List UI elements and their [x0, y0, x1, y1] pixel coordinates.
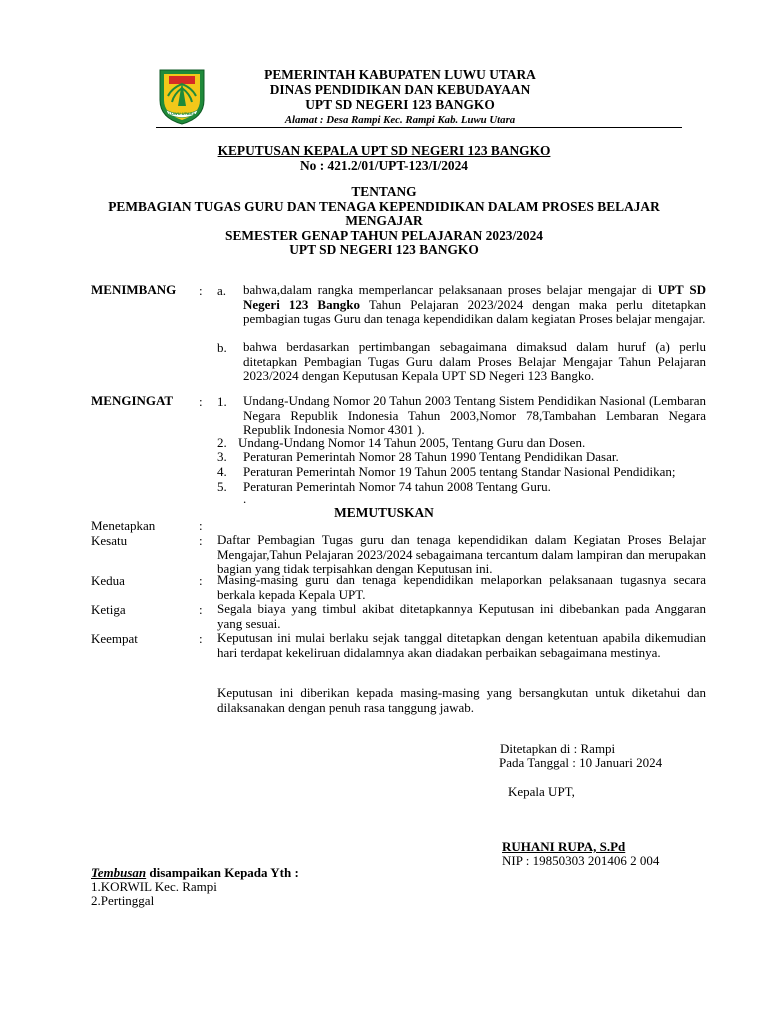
mengingat-label: MENGINGAT: [91, 393, 174, 408]
menimbang-a-text: bahwa,dalam rangka memperlancar pelaksanaan proses belajar mengajar di UPT SD Negeri 123 Bangko Tahun Pelajaran 2023/2024 dengan maka perlu ditetapkan pembagian tugas Guru dan tenaga kependidikan dalam kegiatan Proses belajar mengajar.: [243, 282, 707, 327]
mengingat-item-text: Peraturan Pemerintah Nomor 28 Tahun 1990 Tentang Pendidikan Dasar.: [243, 449, 619, 464]
kedua-colon: :: [199, 573, 203, 588]
menetapkan-label: Menetapkan: [91, 518, 156, 533]
menetapkan-colon: :: [199, 518, 203, 533]
memutuskan-heading: MEMUTUSKAN: [334, 505, 434, 520]
mengingat-item-text: Peraturan Pemerintah Nomor 19 Tahun 2005 tentang Standar Nasional Pendidikan;: [243, 464, 676, 479]
letterhead-address: Alamat : Desa Rampi Kec. Rampi Kab. Luwu Utara: [284, 114, 516, 126]
letterhead-rule: [156, 127, 682, 128]
signature-position: Kepala UPT,: [508, 784, 575, 799]
kedua-label: Kedua: [91, 573, 125, 588]
menimbang-b-text: bahwa berdasarkan pertimbangan sebagaimana dimaksud dalam huruf (a) perlu ditetapkan Pembagian Tugas Guru dalam Proses Belajar Mengajar Tahun Pelajaran 2023/2024 dengan Keputusan Kepala UPT SD Negeri 123 Bangko.: [243, 339, 706, 384]
decree-about: TENTANG: [351, 184, 417, 199]
mengingat-item-marker: 3.: [217, 449, 227, 464]
menimbang-label: MENIMBANG: [91, 282, 177, 297]
mengingat-item-marker: 5.: [217, 479, 227, 494]
mengingat-trailing-dot: .: [243, 491, 247, 506]
mengingat-item-text: Peraturan Pemerintah Nomor 74 tahun 2008 Tentang Guru.: [243, 479, 551, 494]
menimbang-b-marker: b.: [217, 340, 227, 355]
mengingat-item-text: Undang-Undang Nomor 20 Tahun 2003 Tentang Sistem Pendidikan Nasional (Lembaran Negara Republik Indonesia Tahun 2003,Nomor 78,Tambahan Lembaran Negara Republik Indonesia Nomor 4301 ).: [243, 393, 706, 438]
mengingat-item-marker: 4.: [217, 464, 227, 479]
logo-text: LUWU UTARA: [168, 111, 196, 116]
ketiga-colon: :: [199, 602, 203, 617]
mengingat-colon: :: [199, 394, 203, 409]
tembusan-item: 1.KORWIL Kec. Rampi: [91, 879, 217, 894]
signature-place: Ditetapkan di : Rampi: [500, 741, 616, 756]
decree-number: No : 421.2/01/UPT-123/I/2024: [299, 158, 468, 173]
keempat-label: Keempat: [91, 631, 138, 646]
mengingat-item-marker: 2.: [217, 435, 227, 450]
decree-subject-line1: PEMBAGIAN TUGAS GURU DAN TENAGA KEPENDIDIKAN DALAM PROSES BELAJAR: [108, 199, 660, 214]
menimbang-a-marker: a.: [217, 283, 227, 298]
letterhead-government: PEMERINTAH KABUPATEN LUWU UTARA: [264, 67, 536, 82]
mengingat-item-text: Undang-Undang Nomor 14 Tahun 2005, Tentang Guru dan Dosen.: [238, 435, 586, 450]
keempat-colon: :: [199, 631, 203, 646]
decree-subject-line3: SEMESTER GENAP TAHUN PELAJARAN 2023/2024: [225, 228, 543, 243]
kedua-text: Masing-masing guru dan tenaga kependidikan melaporkan pelaksanaan tugasnya secara berkala kepada Kepala UPT.: [217, 572, 706, 602]
tembusan-label: Tembusan: [91, 865, 147, 880]
kesatu-text: Daftar Pembagian Tugas guru dan tenaga kependidikan dalam Kegiatan Proses Belajar Mengajar,Tahun Pelajaran 2023/2024 sebagaimana tercantum dalam lampiran dan merupakan bagian yang tidak terpisahkan dengan Keputusan ini.: [217, 532, 706, 577]
letterhead-department: DINAS PENDIDIKAN DAN KEBUDAYAAN: [269, 82, 531, 97]
signatory-nip: NIP : 19850303 201406 2 004: [502, 853, 660, 868]
keempat-text: Keputusan ini mulai berlaku sejak tanggal ditetapkan dengan ketentuan apabila dikemudian hari terdapat kekeliruan didalamnya akan diadakan perbaikan sebagaimana mestinya.: [217, 630, 706, 660]
kesatu-label: Kesatu: [91, 533, 128, 548]
closing-paragraph: Keputusan ini diberikan kepada masing-masing yang bersangkutan untuk diketahui dan dilaksanakan dengan penuh rasa tanggung jawab.: [217, 685, 706, 715]
signatory-name: RUHANI RUPA, S.Pd: [502, 839, 626, 854]
signature-date: Pada Tanggal : 10 Januari 2024: [499, 755, 663, 770]
tembusan-item: 2.Pertinggal: [91, 893, 155, 908]
decree-subject-line2: MENGAJAR: [345, 213, 423, 228]
kesatu-colon: :: [199, 533, 203, 548]
letterhead-school: UPT SD NEGERI 123 BANGKO: [305, 97, 495, 112]
mengingat-item-marker: 1.: [217, 394, 227, 409]
ketiga-text: Segala biaya yang timbul akibat ditetapkannya Keputusan ini dibebankan pada Anggaran yang sesuai.: [217, 601, 706, 631]
menimbang-colon: :: [199, 283, 203, 298]
tembusan-label-rest: disampaikan Kepada Yth :: [146, 865, 299, 880]
ketiga-label: Ketiga: [91, 602, 126, 617]
regency-logo: [156, 66, 208, 126]
decree-title: KEPUTUSAN KEPALA UPT SD NEGERI 123 BANGKO: [217, 143, 551, 158]
decree-subject-line4: UPT SD NEGERI 123 BANGKO: [289, 242, 479, 257]
